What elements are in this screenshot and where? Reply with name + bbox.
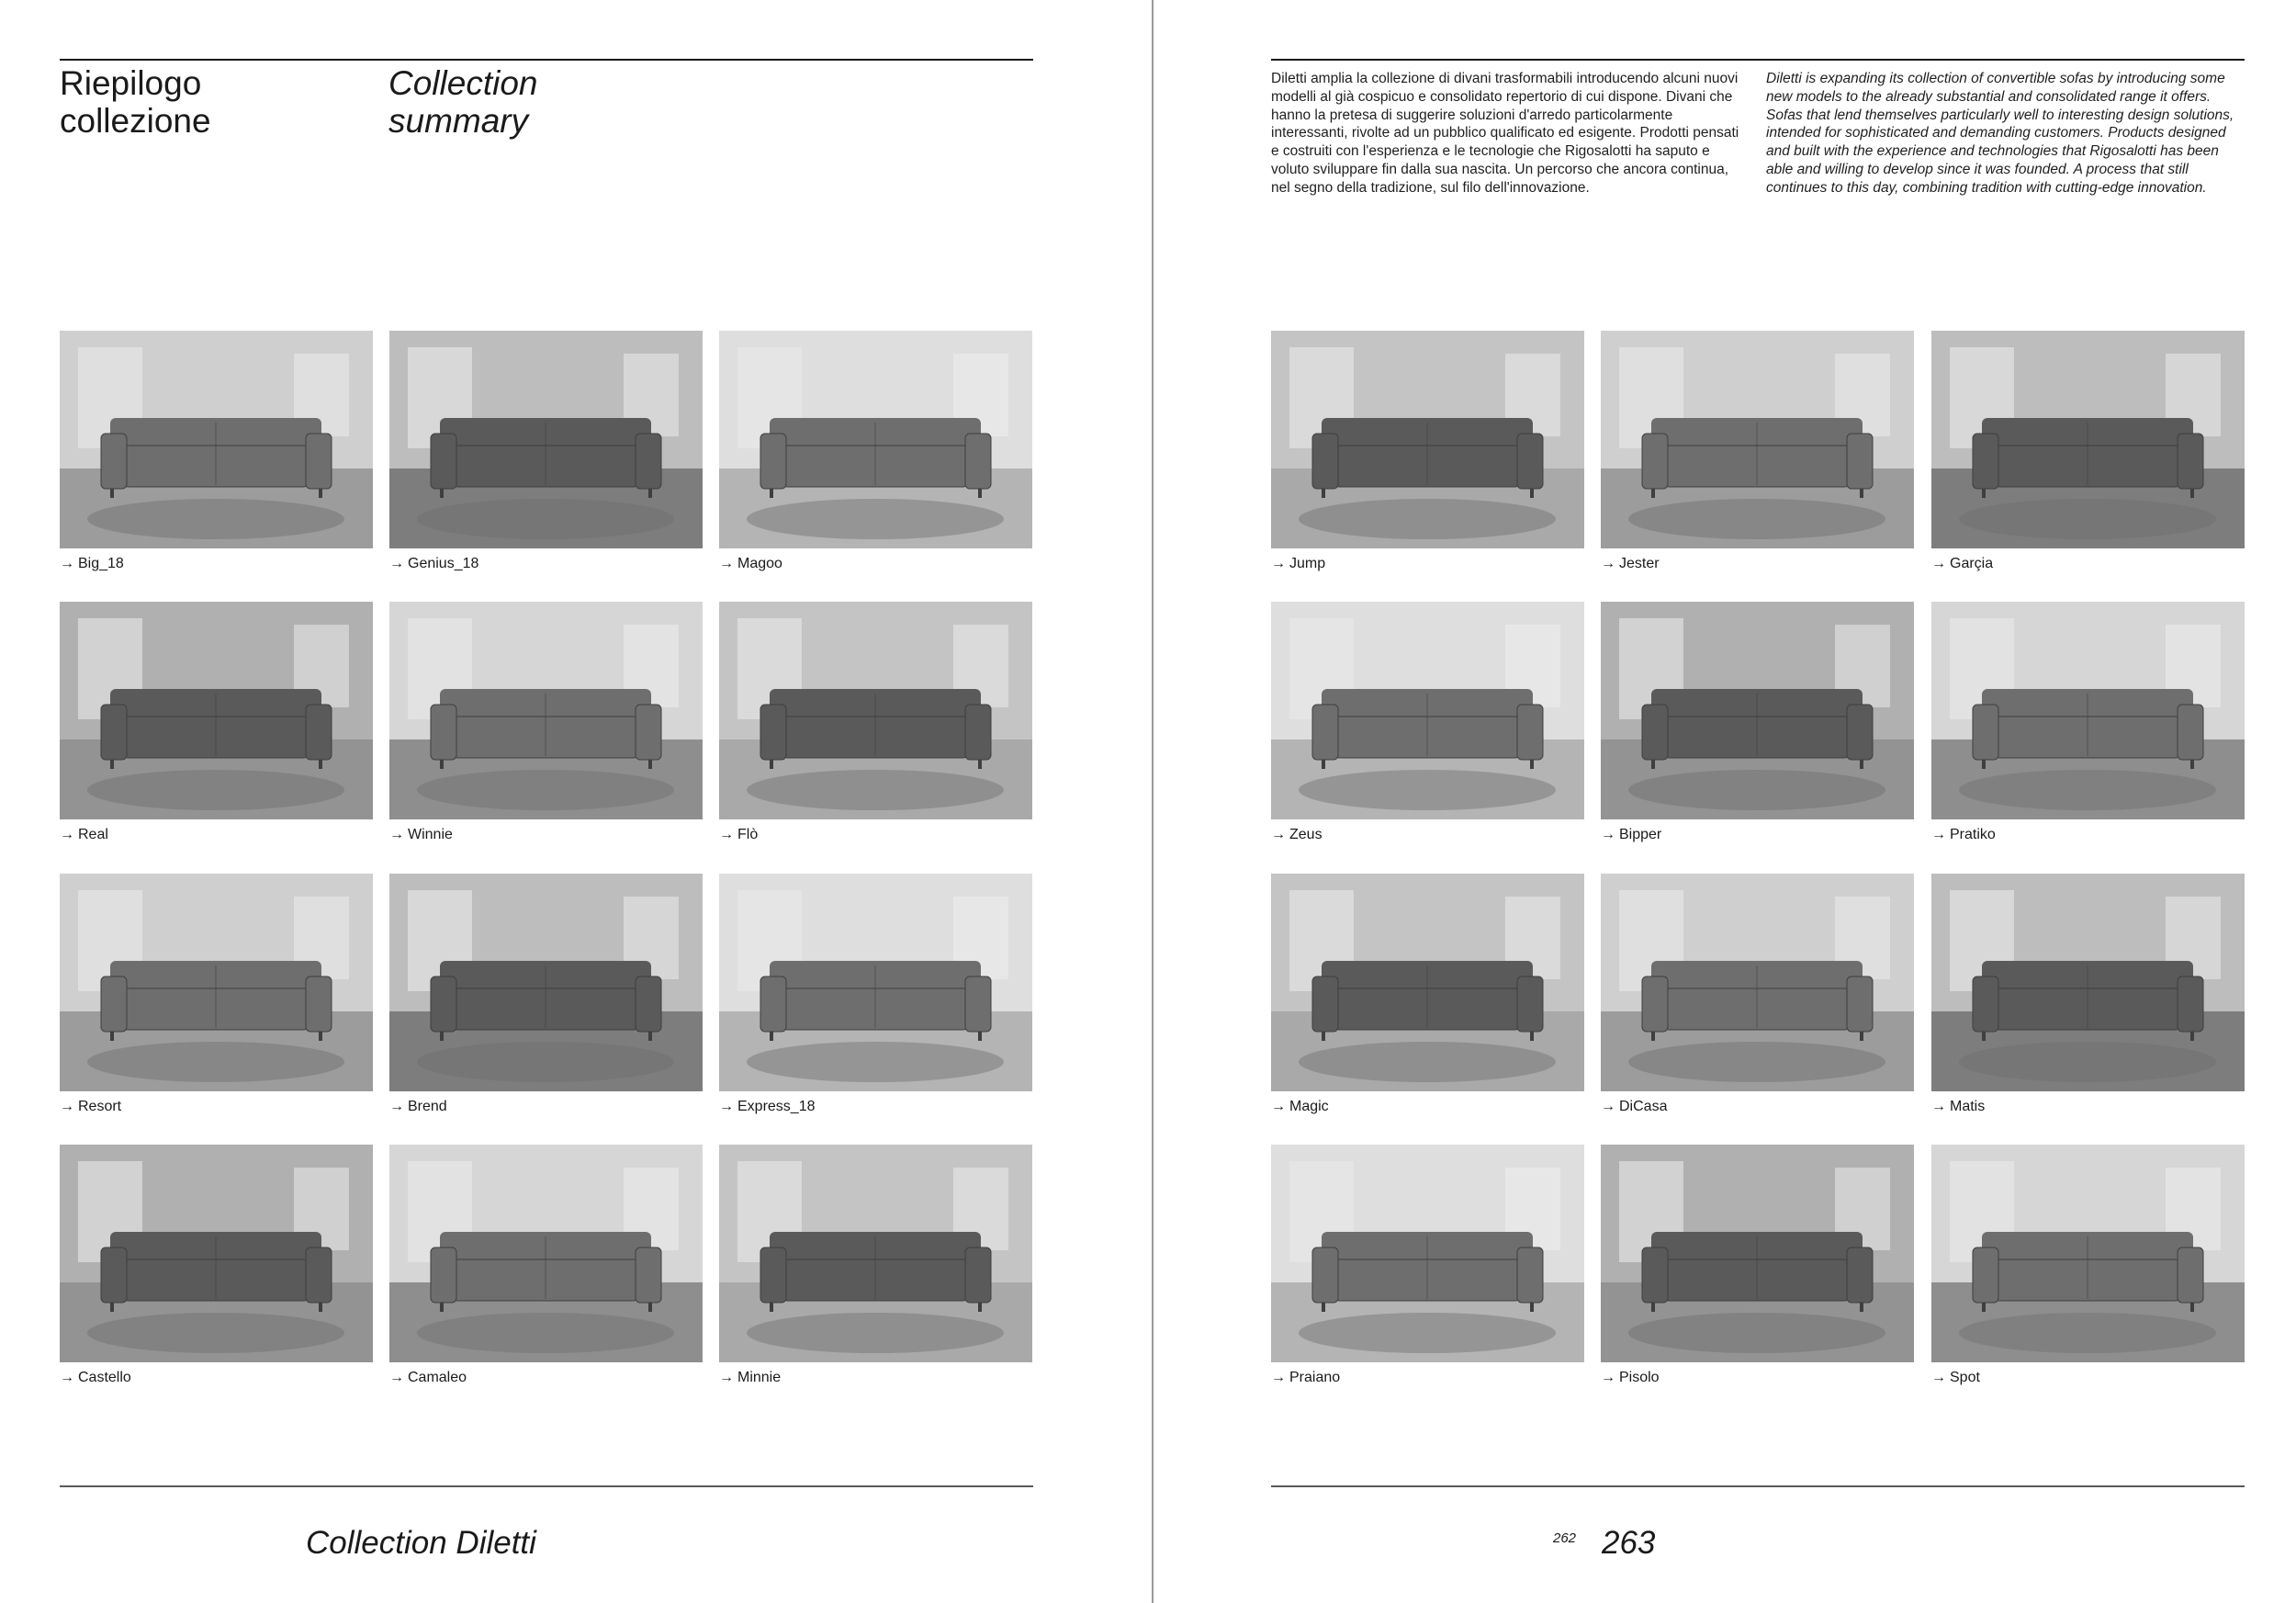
product-card — [1601, 331, 1914, 573]
top-rule — [1271, 59, 2245, 61]
product-photo — [719, 331, 1032, 548]
product-card — [60, 1145, 373, 1387]
product-card — [60, 874, 373, 1116]
product-photo — [60, 874, 373, 1091]
arrow-right-icon: → — [1601, 1099, 1615, 1114]
intro-text-italian: Diletti amplia la collezione di divani trasformabili introducendo alcuni nuovi modelli al già cospicuo e consolidato repertorio di cui dispone. Divani che hanno la pretesa di suggerire soluzioni d'arredo particolarmente interessanti, rivolte ad un pubblico qualificato ed esigente. Prodotti pensati e costruiti con l'esperienza e le tecnologie che Rigosalotti ha saputo e voluto sviluppare fin dalla sua nascita. Un percorso che ancora continua, nel segno della tradizione, sul filo dell'innovazione. — [1271, 71, 1739, 196]
arrow-right-icon: → — [60, 827, 74, 842]
arrow-right-icon: → — [719, 1370, 734, 1385]
product-card — [1271, 1145, 1584, 1387]
arrow-right-icon: → — [719, 1099, 734, 1114]
arrow-right-icon: → — [1271, 1370, 1286, 1385]
arrow-right-icon: → — [1271, 1099, 1286, 1114]
product-caption — [1271, 555, 1584, 573]
product-photo — [719, 1145, 1032, 1362]
product-name: Camaleo — [408, 1370, 467, 1385]
arrow-right-icon: → — [389, 827, 404, 842]
product-photo — [1931, 331, 2245, 548]
product-caption — [60, 555, 373, 573]
arrow-right-icon: → — [1601, 556, 1615, 571]
product-photo — [1271, 602, 1584, 819]
bottom-rule — [1271, 1485, 2245, 1487]
product-photo — [389, 1145, 703, 1362]
product-photo — [1931, 1145, 2245, 1362]
product-caption — [60, 1098, 373, 1116]
arrow-right-icon: → — [1271, 827, 1286, 842]
product-card — [1931, 602, 2245, 844]
product-name: Jester — [1619, 556, 1660, 571]
product-name: Winnie — [408, 827, 453, 842]
product-photo — [60, 331, 373, 548]
product-photo — [1931, 874, 2245, 1091]
product-name: Spot — [1950, 1370, 1980, 1385]
page-title-italian: Riepilogo collezione — [60, 64, 211, 140]
product-photo — [719, 602, 1032, 819]
product-caption — [60, 826, 373, 844]
product-name: Bipper — [1619, 827, 1662, 842]
product-name: Flò — [737, 827, 759, 842]
product-card — [719, 1145, 1032, 1387]
product-card — [60, 331, 373, 573]
page-number-right: 263 — [1602, 1525, 1656, 1561]
product-caption — [1271, 1369, 1584, 1387]
product-caption — [1931, 826, 2245, 844]
product-caption — [719, 1098, 1032, 1116]
product-name: Genius_18 — [408, 556, 479, 571]
product-name: Express_18 — [737, 1099, 816, 1114]
product-caption — [719, 1369, 1032, 1387]
product-name: Real — [78, 827, 108, 842]
product-card — [1931, 874, 2245, 1116]
product-caption — [1601, 826, 1914, 844]
product-name: Castello — [78, 1370, 131, 1385]
arrow-right-icon: → — [719, 556, 734, 571]
product-caption — [1271, 1098, 1584, 1116]
product-caption — [60, 1369, 373, 1387]
product-caption — [389, 1098, 703, 1116]
product-card — [1601, 874, 1914, 1116]
arrow-right-icon: → — [719, 827, 734, 842]
arrow-right-icon: → — [1931, 1370, 1946, 1385]
product-name: Matis — [1950, 1099, 1986, 1114]
product-name: Praiano — [1289, 1370, 1341, 1385]
product-card — [1931, 1145, 2245, 1387]
product-card — [60, 602, 373, 844]
product-photo — [1271, 331, 1584, 548]
arrow-right-icon: → — [1931, 556, 1946, 571]
intro-text-english: Diletti is expanding its collection of convertible sofas by introducing some new models to the already substantial and consolidated range it offers. Sofas that lend themselves particularly well to interesting design solutions, intended for sophisticated and demanding customers. Products designed and built with the experience and technologies that Rigosalotti has been able and willing to develop since it was founded. A process that still continues to this day, combining tradition with cutting-edge innovation. — [1766, 71, 2234, 196]
product-photo — [1601, 874, 1914, 1091]
product-caption — [1931, 1369, 2245, 1387]
product-caption — [1601, 1369, 1914, 1387]
product-photo — [60, 602, 373, 819]
product-name: DiCasa — [1619, 1099, 1668, 1114]
product-card — [1271, 874, 1584, 1116]
product-card — [1271, 602, 1584, 844]
product-name: Big_18 — [78, 556, 124, 571]
page-number-left: 262 — [1553, 1530, 1577, 1546]
product-name: Garçia — [1950, 556, 1994, 571]
product-name: Magoo — [737, 556, 782, 571]
product-card — [1601, 602, 1914, 844]
arrow-right-icon: → — [1601, 1370, 1615, 1385]
product-name: Minnie — [737, 1370, 782, 1385]
product-name: Resort — [78, 1099, 122, 1114]
product-card — [719, 331, 1032, 573]
product-card — [1601, 1145, 1914, 1387]
product-caption — [389, 555, 703, 573]
product-name: Brend — [408, 1099, 447, 1114]
product-card — [719, 874, 1032, 1116]
right-page — [1155, 0, 2296, 1603]
product-card — [1931, 331, 2245, 573]
bottom-rule — [60, 1485, 1033, 1487]
product-card — [389, 874, 703, 1116]
product-photo — [1601, 1145, 1914, 1362]
arrow-right-icon: → — [60, 1370, 74, 1385]
product-card — [1271, 331, 1584, 573]
product-photo — [389, 874, 703, 1091]
product-name: Zeus — [1289, 827, 1322, 842]
product-photo — [1601, 602, 1914, 819]
product-name: Pratiko — [1950, 827, 1996, 842]
product-caption — [1601, 555, 1914, 573]
product-photo — [1271, 874, 1584, 1091]
arrow-right-icon: → — [389, 556, 404, 571]
product-name: Jump — [1289, 556, 1326, 571]
product-photo — [389, 331, 703, 548]
product-caption — [1271, 826, 1584, 844]
product-photo — [1601, 331, 1914, 548]
top-rule — [60, 59, 1033, 61]
product-photo — [719, 874, 1032, 1091]
product-caption — [1601, 1098, 1914, 1116]
product-caption — [719, 826, 1032, 844]
footer-title: Collection Diletti — [306, 1525, 536, 1561]
arrow-right-icon: → — [60, 556, 74, 571]
product-caption — [389, 1369, 703, 1387]
product-caption — [719, 555, 1032, 573]
book-spine — [1152, 0, 1154, 1603]
product-photo — [1931, 602, 2245, 819]
product-caption — [1931, 555, 2245, 573]
product-card — [389, 602, 703, 844]
product-card — [389, 1145, 703, 1387]
product-card — [389, 331, 703, 573]
arrow-right-icon: → — [389, 1370, 404, 1385]
product-caption — [1931, 1098, 2245, 1116]
arrow-right-icon: → — [1931, 827, 1946, 842]
arrow-right-icon: → — [389, 1099, 404, 1114]
arrow-right-icon: → — [60, 1099, 74, 1114]
product-name: Magic — [1289, 1099, 1329, 1114]
arrow-right-icon: → — [1601, 827, 1615, 842]
product-photo — [60, 1145, 373, 1362]
product-photo — [1271, 1145, 1584, 1362]
product-card — [719, 602, 1032, 844]
product-name: Pisolo — [1619, 1370, 1660, 1385]
arrow-right-icon: → — [1931, 1099, 1946, 1114]
page-title-english: Collection summary — [388, 64, 538, 140]
arrow-right-icon: → — [1271, 556, 1286, 571]
product-photo — [389, 602, 703, 819]
product-caption — [389, 826, 703, 844]
